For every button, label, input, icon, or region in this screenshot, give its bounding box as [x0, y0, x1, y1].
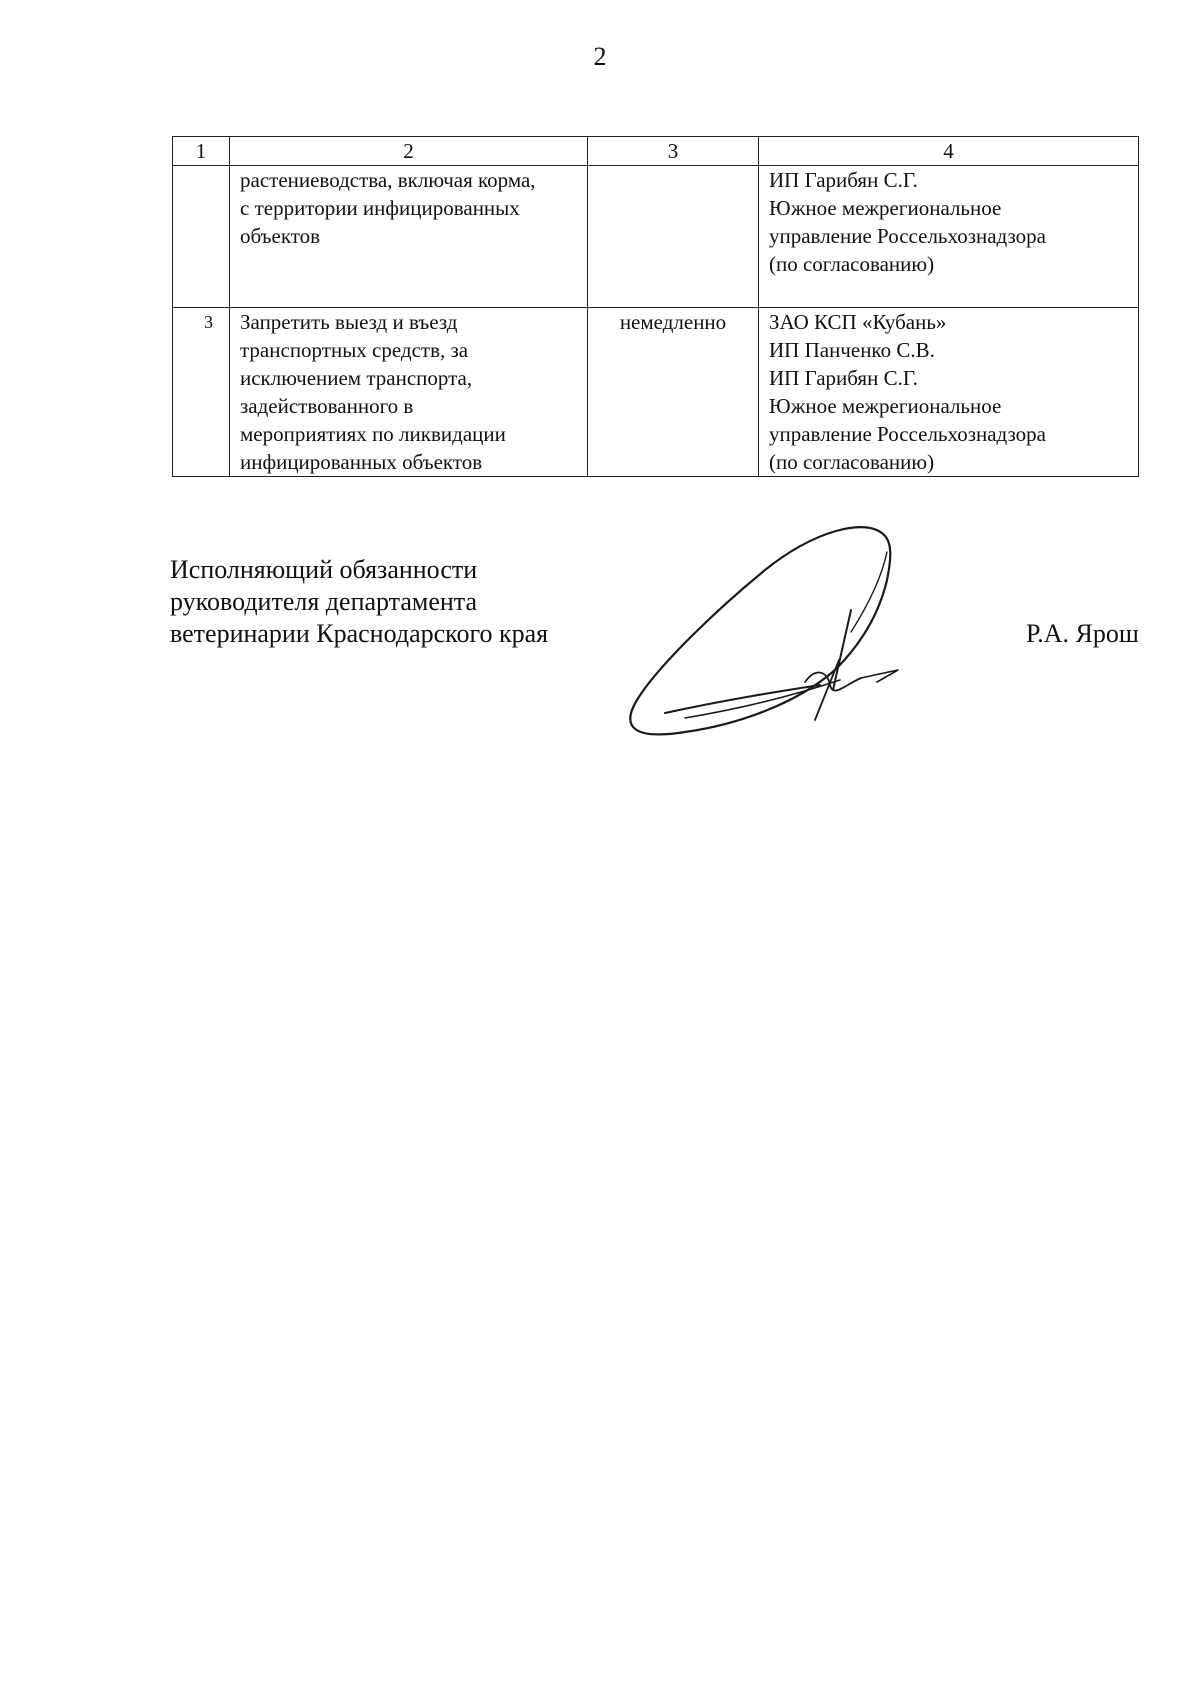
term-cell	[588, 166, 759, 308]
measure-cell	[230, 166, 588, 308]
measures-table	[172, 136, 1139, 477]
measure-line: транспортных средств, за	[240, 338, 469, 362]
signer-position	[170, 554, 548, 650]
table-row	[173, 166, 1139, 308]
row-number-cell	[173, 166, 230, 308]
column-number-header: 2	[230, 137, 588, 166]
column-number-header: 1	[173, 137, 230, 166]
measure-line: мероприятиях по ликвидации	[240, 422, 506, 446]
signer-name: Р.А. Ярош	[1026, 619, 1139, 648]
measure-line: растениеводства, включая корма,	[240, 168, 536, 192]
responsible-line: Южное межрегиональное	[769, 196, 1002, 220]
table-row	[173, 308, 1139, 477]
signer-position-line: ветеринарии Краснодарского края	[170, 619, 549, 648]
row-number-cell: 3	[173, 308, 230, 477]
signer-position-line: руководителя департамента	[170, 587, 478, 616]
measure-cell	[230, 308, 588, 477]
column-number-header: 4	[759, 137, 1139, 166]
responsible-line: ЗАО КСП «Кубань»	[769, 310, 947, 334]
table-header-row	[173, 137, 1139, 166]
page-number: 2	[593, 42, 607, 71]
responsible-line: (по согласованию)	[769, 252, 935, 276]
responsible-line: ИП Гарибян С.Г.	[769, 168, 918, 192]
responsible-cell	[759, 166, 1139, 308]
signer-position-line: Исполняющий обязанности	[170, 555, 478, 584]
measure-line: объектов	[240, 224, 321, 248]
measure-line: с территории инфицированных	[240, 196, 520, 220]
responsible-line: (по согласованию)	[769, 450, 935, 474]
responsible-line: управление Россельхознадзора	[769, 422, 1046, 446]
measure-line: исключением транспорта,	[240, 366, 473, 390]
term-cell: немедленно	[588, 308, 759, 477]
responsible-line: ИП Гарибян С.Г.	[769, 366, 918, 390]
responsible-line: управление Россельхознадзора	[769, 224, 1046, 248]
column-number-header: 3	[588, 137, 759, 166]
responsible-line: Южное межрегиональное	[769, 394, 1002, 418]
responsible-line: ИП Панченко С.В.	[769, 338, 935, 362]
responsible-cell	[759, 308, 1139, 477]
measure-line: Запретить выезд и въезд	[240, 310, 458, 334]
handwritten-signature	[615, 520, 910, 740]
measure-line: инфицированных объектов	[240, 450, 483, 474]
measure-line: задействованного в	[240, 394, 414, 418]
